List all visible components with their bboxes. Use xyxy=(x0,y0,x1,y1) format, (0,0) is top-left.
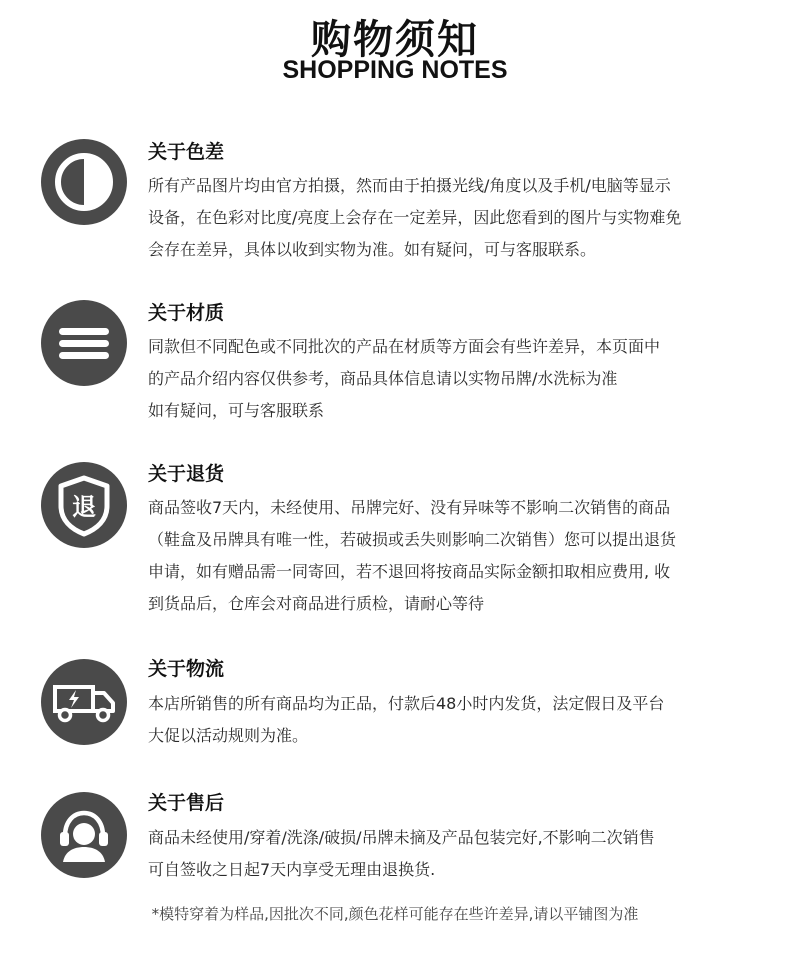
section-title: 关于退货 xyxy=(148,463,225,485)
menu-lines-icon xyxy=(41,300,127,386)
section-body xyxy=(148,822,758,886)
section-line: 商品未经使用/穿着/洗涤/破损/吊牌未摘及产品包装完好,不影响二次销售 xyxy=(148,828,655,847)
section-line: 大促以活动规则为准。 xyxy=(148,726,309,745)
section-title: 关于物流 xyxy=(148,658,225,680)
footer-note: *模特穿着为样品,因批次不同,颜色花样可能存在些许差异,请以平铺图为准 xyxy=(151,905,639,923)
section-line: 设备，在色彩对比度/亮度上会存在一定差异，因此您看到的图片与实物难免 xyxy=(148,208,682,227)
page-title: 购物须知 xyxy=(311,17,479,63)
customer-service-icon xyxy=(41,792,127,878)
section-line: 可自签收之日起7天内享受无理由退换货. xyxy=(148,860,436,879)
section-body xyxy=(148,170,758,266)
section-line: 商品签收7天内，未经使用、吊牌完好、没有异味等不影响二次销售的商品 xyxy=(148,498,671,517)
section-line: 申请，如有赠品需一同寄回，若不退回将按商品实际金额扣取相应费用, 收 xyxy=(148,562,671,581)
section-title: 关于售后 xyxy=(148,792,225,814)
return-shield-icon xyxy=(41,462,127,548)
section-body xyxy=(148,688,758,752)
section-line: 如有疑问，可与客服联系 xyxy=(148,401,325,420)
section-body xyxy=(148,331,758,427)
section-line: 所有产品图片均由官方拍摄，然而由于拍摄光线/角度以及手机/电脑等显示 xyxy=(148,176,671,195)
section-line: （鞋盒及吊牌具有唯一性，若破损或丢失则影响二次销售）您可以提出退货 xyxy=(148,530,677,549)
section-title: 关于色差 xyxy=(148,141,225,163)
section-line: 到货品后，仓库会对商品进行质检，请耐心等待 xyxy=(148,594,485,613)
section-title: 关于材质 xyxy=(148,302,225,324)
section-line: 会存在差异，具体以收到实物为准。如有疑问，可与客服联系。 xyxy=(148,240,597,259)
delivery-truck-icon xyxy=(41,659,127,745)
page-subtitle: SHOPPING NOTES xyxy=(282,56,508,84)
section-body xyxy=(148,492,758,620)
contrast-icon xyxy=(41,139,127,225)
section-line: 本店所销售的所有商品均为正品，付款后48小时内发货，法定假日及平台 xyxy=(148,694,665,713)
section-line: 同款但不同配色或不同批次的产品在材质等方面会有些许差异，本页面中 xyxy=(148,337,661,356)
return-char: 退 xyxy=(72,493,96,521)
section-line: 的产品介绍内容仅供参考，商品具体信息请以实物吊牌/水洗标为准 xyxy=(148,369,618,388)
